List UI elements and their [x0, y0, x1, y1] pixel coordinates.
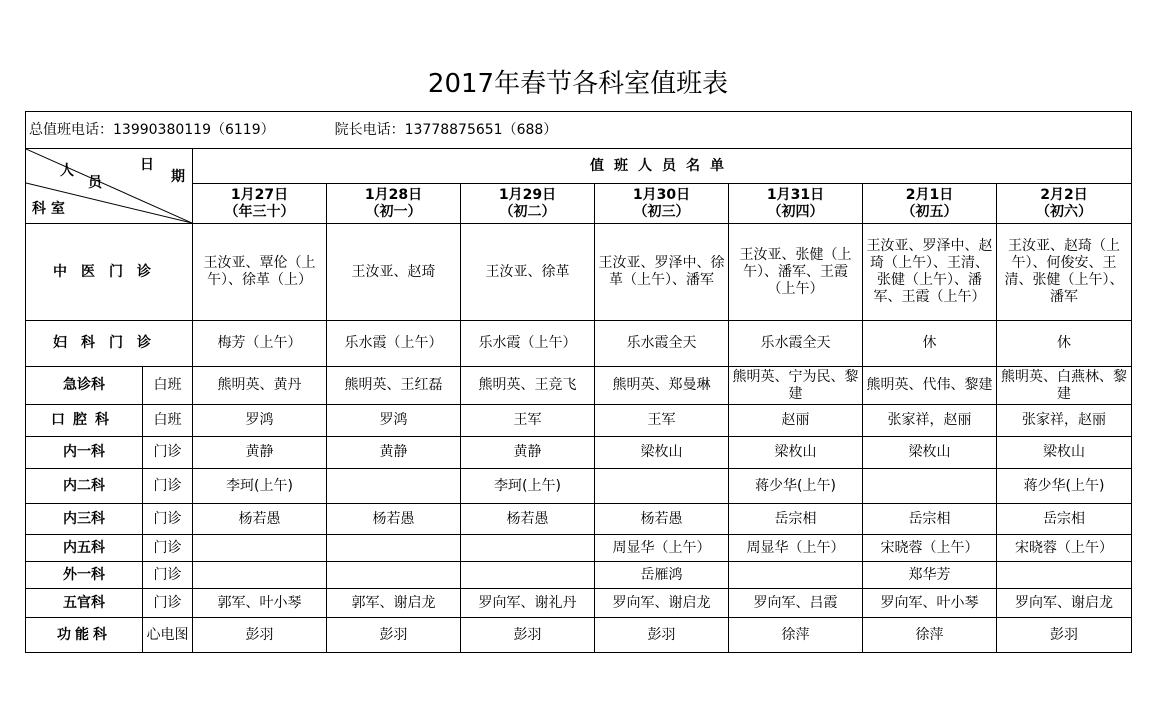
duty-cell: 周显华（上午） — [729, 535, 863, 562]
dept-name: 外一科 — [26, 562, 143, 589]
duty-cell: 梁枚山 — [997, 437, 1132, 469]
duty-cell: 郭军、叶小琴 — [193, 589, 327, 618]
duty-cell: 罗向军、谢礼丹 — [461, 589, 595, 618]
table-row — [26, 618, 1132, 653]
duty-cell: 杨若愚 — [595, 504, 729, 535]
duty-cell: 熊明英、宁为民、黎建 — [729, 367, 863, 405]
duty-cell — [461, 562, 595, 589]
duty-cell: 杨若愚 — [327, 504, 461, 535]
day-date: 2月2日 — [1040, 186, 1088, 203]
duty-cell: 乐水霞（上午） — [461, 321, 595, 367]
corner-label-dept: 科 室 — [32, 201, 65, 217]
dept-name: 内一科 — [26, 437, 143, 469]
duty-cell — [193, 562, 327, 589]
corner-label-person: 人 — [60, 163, 74, 179]
day-header — [327, 184, 461, 224]
day-lunar: （初二） — [499, 203, 556, 220]
day-header — [193, 184, 327, 224]
duty-cell: 乐水霞全天 — [729, 321, 863, 367]
duty-cell — [729, 562, 863, 589]
duty-cell: 赵丽 — [729, 405, 863, 437]
dean-phone-number: 13778875651（688） — [404, 121, 558, 138]
day-header — [997, 184, 1132, 224]
duty-cell: 郭军、谢启龙 — [327, 589, 461, 618]
day-date: 1月30日 — [632, 186, 691, 203]
duty-cell: 梁枚山 — [863, 437, 997, 469]
shift-type: 门诊 — [143, 535, 193, 562]
dept-name: 功能科 — [26, 618, 143, 653]
duty-cell: 宋晓蓉（上午） — [997, 535, 1132, 562]
day-date: 1月31日 — [766, 186, 825, 203]
duty-cell: 彭羽 — [327, 618, 461, 653]
duty-cell: 彭羽 — [997, 618, 1132, 653]
duty-cell: 徐萍 — [863, 618, 997, 653]
duty-cell — [863, 469, 997, 504]
duty-cell: 王汝亚、张健（上午）、潘军、王霞（上午） — [729, 224, 863, 321]
table-row — [26, 321, 1132, 367]
shift-type: 白班 — [143, 367, 193, 405]
dept-name: 五官科 — [26, 589, 143, 618]
day-date: 2月1日 — [905, 186, 954, 203]
duty-cell: 罗向军、叶小琴 — [863, 589, 997, 618]
duty-cell: 王汝亚、覃伦（上午）、徐革（上） — [193, 224, 327, 321]
duty-phone-label: 总值班电话： — [29, 121, 113, 138]
dept-name: 内三科 — [26, 504, 143, 535]
page-title: 2017年春节各科室值班表 — [427, 69, 729, 99]
day-date: 1月29日 — [498, 186, 557, 203]
duty-cell: 梁枚山 — [595, 437, 729, 469]
duty-cell: 熊明英、白燕林、黎建 — [997, 367, 1132, 405]
duty-cell — [193, 535, 327, 562]
day-header — [461, 184, 595, 224]
phone-row — [26, 112, 1132, 149]
dept-name: 妇科门诊 — [26, 321, 193, 367]
table-row — [26, 367, 1132, 405]
duty-cell — [327, 562, 461, 589]
duty-cell — [461, 535, 595, 562]
duty-cell: 熊明英、王竞飞 — [461, 367, 595, 405]
duty-cell — [595, 469, 729, 504]
duty-cell: 彭羽 — [461, 618, 595, 653]
duty-cell: 梅芳（上午） — [193, 321, 327, 367]
duty-cell: 岳雁鸿 — [595, 562, 729, 589]
duty-cell — [327, 469, 461, 504]
duty-cell: 郑华芳 — [863, 562, 997, 589]
day-header — [863, 184, 997, 224]
table-row — [26, 589, 1132, 618]
dept-name: 急诊科 — [26, 367, 143, 405]
phone-info — [26, 112, 1132, 149]
corner-label-date: 日 — [140, 157, 154, 173]
duty-cell: 张家祥，赵丽 — [863, 405, 997, 437]
duty-roster-table — [25, 111, 1132, 653]
dept-name: 内五科 — [26, 535, 143, 562]
table-row — [26, 469, 1132, 504]
duty-cell: 休 — [997, 321, 1132, 367]
duty-cell: 岳宗相 — [997, 504, 1132, 535]
duty-cell: 杨若愚 — [193, 504, 327, 535]
duty-cell: 蒋少华(上午) — [997, 469, 1132, 504]
duty-cell: 熊明英、黄丹 — [193, 367, 327, 405]
dept-name: 中医门诊 — [26, 224, 193, 321]
day-lunar: （初三） — [633, 203, 690, 220]
duty-cell: 蒋少华(上午) — [729, 469, 863, 504]
day-lunar: （初五） — [901, 203, 958, 220]
duty-cell: 杨若愚 — [461, 504, 595, 535]
duty-cell: 黄静 — [193, 437, 327, 469]
corner-label-staff: 员 — [88, 175, 102, 191]
duty-cell: 王军 — [461, 405, 595, 437]
day-lunar: （初六） — [1036, 203, 1093, 220]
duty-cell: 黄静 — [327, 437, 461, 469]
day-lunar: （初四） — [767, 203, 824, 220]
table-row — [26, 437, 1132, 469]
duty-cell: 王汝亚、赵琦 — [327, 224, 461, 321]
duty-cell: 王汝亚、赵琦（上午）、何俊安、王清、张健（上午）、潘军 — [997, 224, 1132, 321]
day-lunar: （初一） — [365, 203, 422, 220]
duty-cell: 徐萍 — [729, 618, 863, 653]
dept-name: 口腔科 — [26, 405, 143, 437]
list-title: 值班人员名单 — [193, 149, 1132, 184]
duty-cell: 罗向军、谢启龙 — [595, 589, 729, 618]
duty-cell: 岳宗相 — [729, 504, 863, 535]
day-header — [729, 184, 863, 224]
duty-cell: 罗鸿 — [327, 405, 461, 437]
duty-cell: 休 — [863, 321, 997, 367]
duty-cell: 彭羽 — [193, 618, 327, 653]
duty-cell: 熊明英、郑曼琳 — [595, 367, 729, 405]
shift-type: 门诊 — [143, 504, 193, 535]
shift-type: 门诊 — [143, 589, 193, 618]
table-row — [26, 504, 1132, 535]
shift-type: 门诊 — [143, 469, 193, 504]
day-date: 1月28日 — [364, 186, 423, 203]
table-row — [26, 224, 1132, 321]
duty-cell — [997, 562, 1132, 589]
duty-phone-number: 13990380119（6119） — [113, 121, 275, 138]
duty-cell: 乐水霞（上午） — [327, 321, 461, 367]
duty-cell: 王汝亚、罗泽中、赵琦（上午）、王清、张健（上午）、潘军、王霞（上午） — [863, 224, 997, 321]
duty-cell: 李珂(上午) — [461, 469, 595, 504]
corner-header — [26, 149, 193, 224]
header-row-1 — [26, 149, 1132, 184]
duty-cell: 周显华（上午） — [595, 535, 729, 562]
duty-cell: 岳宗相 — [863, 504, 997, 535]
day-date: 1月27日 — [230, 186, 289, 203]
duty-cell: 熊明英、代伟、黎建 — [863, 367, 997, 405]
table-row — [26, 562, 1132, 589]
shift-type: 心电图 — [143, 618, 193, 653]
day-header — [595, 184, 729, 224]
duty-cell: 乐水霞全天 — [595, 321, 729, 367]
duty-cell: 彭羽 — [595, 618, 729, 653]
duty-cell: 罗向军、谢启龙 — [997, 589, 1132, 618]
duty-cell: 黄静 — [461, 437, 595, 469]
duty-cell: 熊明英、王红磊 — [327, 367, 461, 405]
day-lunar: （年三十） — [224, 203, 295, 220]
duty-cell: 梁枚山 — [729, 437, 863, 469]
shift-type: 门诊 — [143, 437, 193, 469]
duty-cell: 宋晓蓉（上午） — [863, 535, 997, 562]
dept-name: 内二科 — [26, 469, 143, 504]
duty-cell: 王军 — [595, 405, 729, 437]
duty-cell: 罗向军、吕霞 — [729, 589, 863, 618]
shift-type: 门诊 — [143, 562, 193, 589]
duty-cell: 罗鸿 — [193, 405, 327, 437]
table-row — [26, 535, 1132, 562]
duty-cell: 张家祥，赵丽 — [997, 405, 1132, 437]
duty-cell: 王汝亚、罗泽中、徐革（上午）、潘军 — [595, 224, 729, 321]
dean-phone-label: 院长电话： — [334, 121, 405, 138]
shift-type: 白班 — [143, 405, 193, 437]
duty-cell: 王汝亚、徐革 — [461, 224, 595, 321]
duty-cell — [327, 535, 461, 562]
corner-label-period: 期 — [171, 169, 185, 185]
duty-cell: 李珂(上午) — [193, 469, 327, 504]
table-row — [26, 405, 1132, 437]
